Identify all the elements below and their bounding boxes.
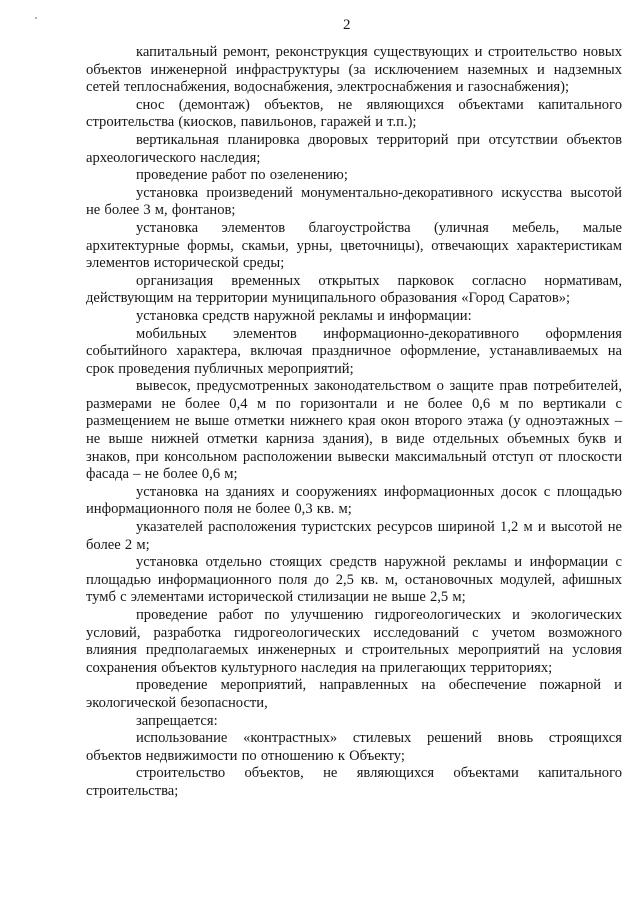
paragraph: запрещается: bbox=[136, 712, 218, 729]
paragraph: мобильных элементов информационно-декоративного оформления событийного характера, включая праздничное оформление, устанавливаемых на срок проведения публичных мероприятий; bbox=[86, 325, 622, 377]
paragraph: установка произведений монументально-декоративного искусства высотой не более 3 м, фонтанов; bbox=[86, 184, 622, 219]
page-number: 2 bbox=[343, 17, 351, 33]
paragraph: указателей расположения туристских ресурсов шириной 1,2 м и высотой не более 2 м; bbox=[86, 519, 622, 553]
paragraph: установка средств наружной рекламы и информации: bbox=[136, 307, 472, 324]
document-body bbox=[86, 44, 622, 801]
paragraph: организация временных открытых парковок согласно нормативам, действующим на территории муниципального образования «Город Саратов»; bbox=[86, 272, 622, 307]
paragraph: капитальный ремонт, реконструкция существующих и строительство новых объектов инженерной инфраструктуры (за исключением наземных и надземных сетей теплоснабжения, водоснабжения, электроснабжения и газоснабжения); bbox=[86, 44, 622, 96]
paragraph: вывесок, предусмотренных законодательством о защите прав потребителей, размерами не более 0,4 м по горизонтали и не более 0,6 м по вертикали с размещением не выше отметки нижнего края окон второго этажа (у одноэтажных – не выше нижней отметки карниза здания), в виде отдельных объемных букв и знаков, при консольном расположении вывески максимальный отступ от плоскости фасада – не более 0,6 м; bbox=[86, 378, 622, 483]
paragraph: вертикальная планировка дворовых территорий при отсутствии объектов археологического наследия; bbox=[86, 131, 622, 166]
paragraph: строительство объектов, не являющихся объектами капитального строительства; bbox=[86, 765, 622, 799]
paragraph: установка отдельно стоящих средств наружной рекламы и информации с площадью информационного поля до 2,5 кв. м, остановочных модулей, афишных тумб с элементами исторической стилизации не выше 2,5 м; bbox=[86, 554, 622, 606]
paragraph: установка элементов благоустройства (уличная мебель, малые архитектурные формы, скамьи, урны, цветочницы), отвечающих характеристикам элементов исторической среды; bbox=[86, 219, 622, 272]
paragraph: использование «контрастных» стилевых решений вновь строящихся объектов недвижимости по отношению к Объекту; bbox=[86, 730, 622, 764]
paragraph: проведение работ по улучшению гидрогеологических и экологических условий, разработка гидрогеологических исследований с учетом возможного влияния предполагаемых инженерных и строительных мероприятий на условия сохранения объектов культурного наследия на прилегающих территориях; bbox=[86, 607, 622, 676]
paragraph: снос (демонтаж) объектов, не являющихся объектами капитального строительства (киосков, павильонов, гаражей и т.п.); bbox=[86, 96, 622, 131]
paragraph: проведение работ по озеленению; bbox=[136, 167, 348, 184]
paragraph: проведение мероприятий, направленных на обеспечение пожарной и экологической безопасности, bbox=[86, 677, 622, 711]
paragraph: установка на зданиях и сооружениях информационных досок с площадью информационного поля не более 0,3 кв. м; bbox=[86, 483, 622, 518]
